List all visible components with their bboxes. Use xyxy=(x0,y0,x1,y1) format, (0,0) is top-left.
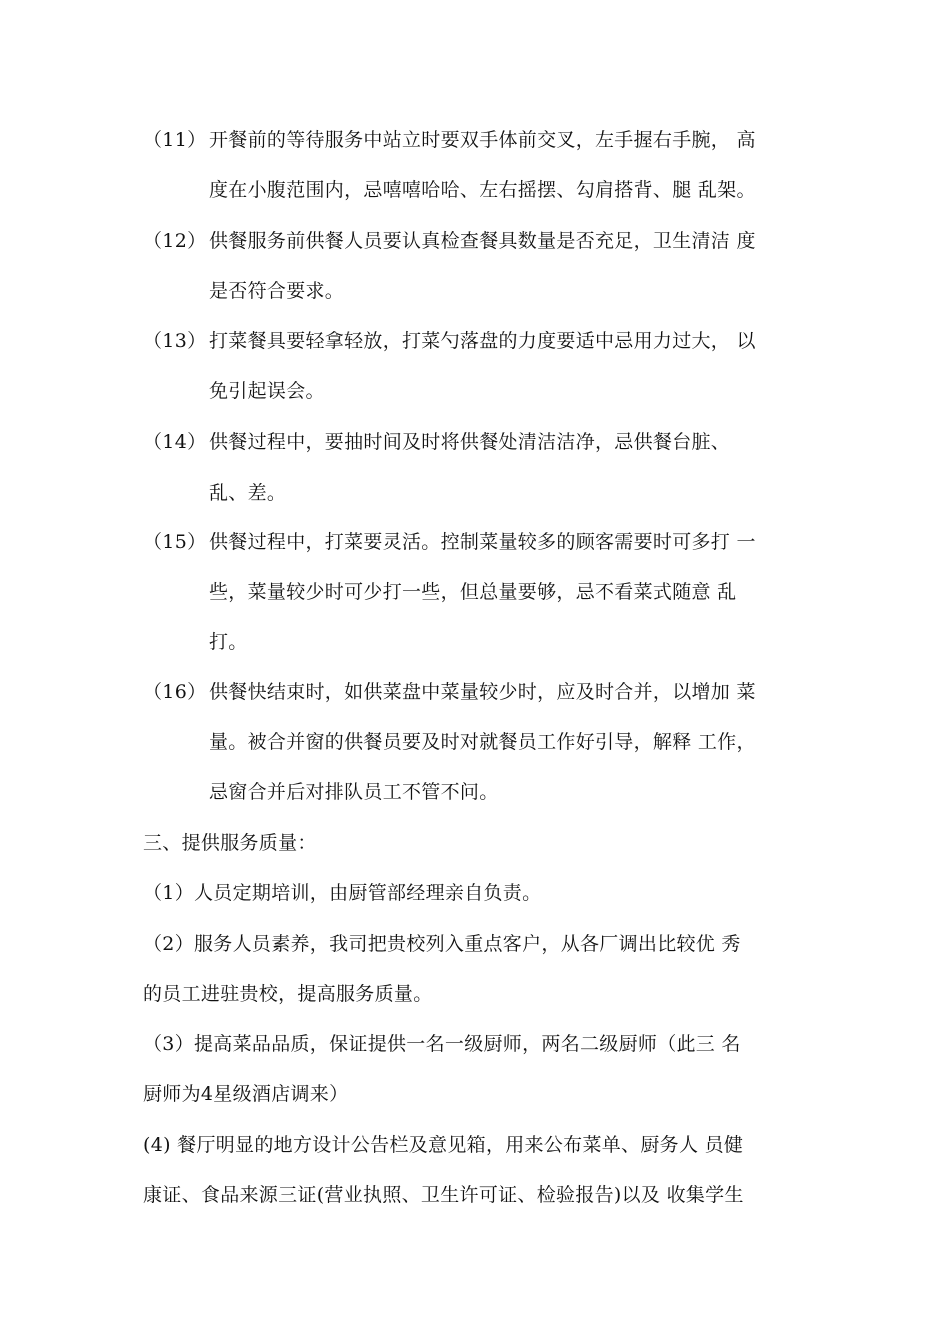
item-number: （16） xyxy=(143,681,207,703)
item-text-line: 是否符合要求。 xyxy=(209,280,345,302)
section-heading: 三、提供服务质量： xyxy=(143,832,317,854)
item-text-line: 供餐快结束时，如供菜盘中菜量较少时，应及时合并，以增加 菜 xyxy=(209,681,756,703)
section-item-line: （2）服务人员素养，我司把贵校列入重点客户，从各厂调出比较优 秀 xyxy=(143,933,741,955)
item-text-line: 免引起误会。 xyxy=(209,380,325,402)
section-item-line: 厨师为4星级酒店调来） xyxy=(143,1083,349,1105)
item-number: （12） xyxy=(143,230,207,252)
section-item-line: (4) 餐厅明显的地方设计公告栏及意见箱，用来公布菜单、厨务人 员健 xyxy=(143,1134,744,1156)
item-text-line: 乱、差。 xyxy=(209,482,287,504)
item-number: （15） xyxy=(143,531,207,553)
item-number: （13） xyxy=(143,330,207,352)
item-text-line: 打。 xyxy=(209,631,248,653)
item-text-line: 开餐前的等待服务中站立时要双手体前交叉，左手握右手腕， 高 xyxy=(209,129,756,151)
item-text-line: 供餐过程中，要抽时间及时将供餐处清洁洁净，忌供餐台脏、 xyxy=(209,431,731,453)
section-item-line: （3）提高菜品品质，保证提供一名一级厨师，两名二级厨师（此三 名 xyxy=(143,1033,741,1055)
section-item-line: 康证、食品来源三证(营业执照、卫生许可证、检验报告)以及 收集学生 xyxy=(143,1184,744,1206)
item-text-line: 供餐服务前供餐人员要认真检查餐具数量是否充足，卫生清洁 度 xyxy=(209,230,756,252)
item-text-line: 供餐过程中，打菜要灵活。控制菜量较多的顾客需要时可多打 一 xyxy=(209,531,756,553)
item-text-line: 量。被合并窗的供餐员要及时对就餐员工作好引导，解释 工作， xyxy=(209,731,756,753)
item-text-line: 忌窗合并后对排队员工不管不问。 xyxy=(209,781,499,803)
item-text-line: 些，菜量较少时可少打一些，但总量要够，忌不看菜式随意 乱 xyxy=(209,581,737,603)
item-text-line: 打菜餐具要轻拿轻放，打菜勺落盘的力度要适中忌用力过大， 以 xyxy=(209,330,756,352)
item-text-line: 度在小腹范围内，忌嘻嘻哈哈、左右摇摆、勾肩搭背、腿 乱架。 xyxy=(209,179,756,201)
item-number: （11） xyxy=(143,129,207,151)
section-item-line: 的员工进驻贵校，提高服务质量。 xyxy=(143,983,433,1005)
section-item-line: （1）人员定期培训，由厨管部经理亲自负责。 xyxy=(143,882,542,904)
item-number: （14） xyxy=(143,431,207,453)
